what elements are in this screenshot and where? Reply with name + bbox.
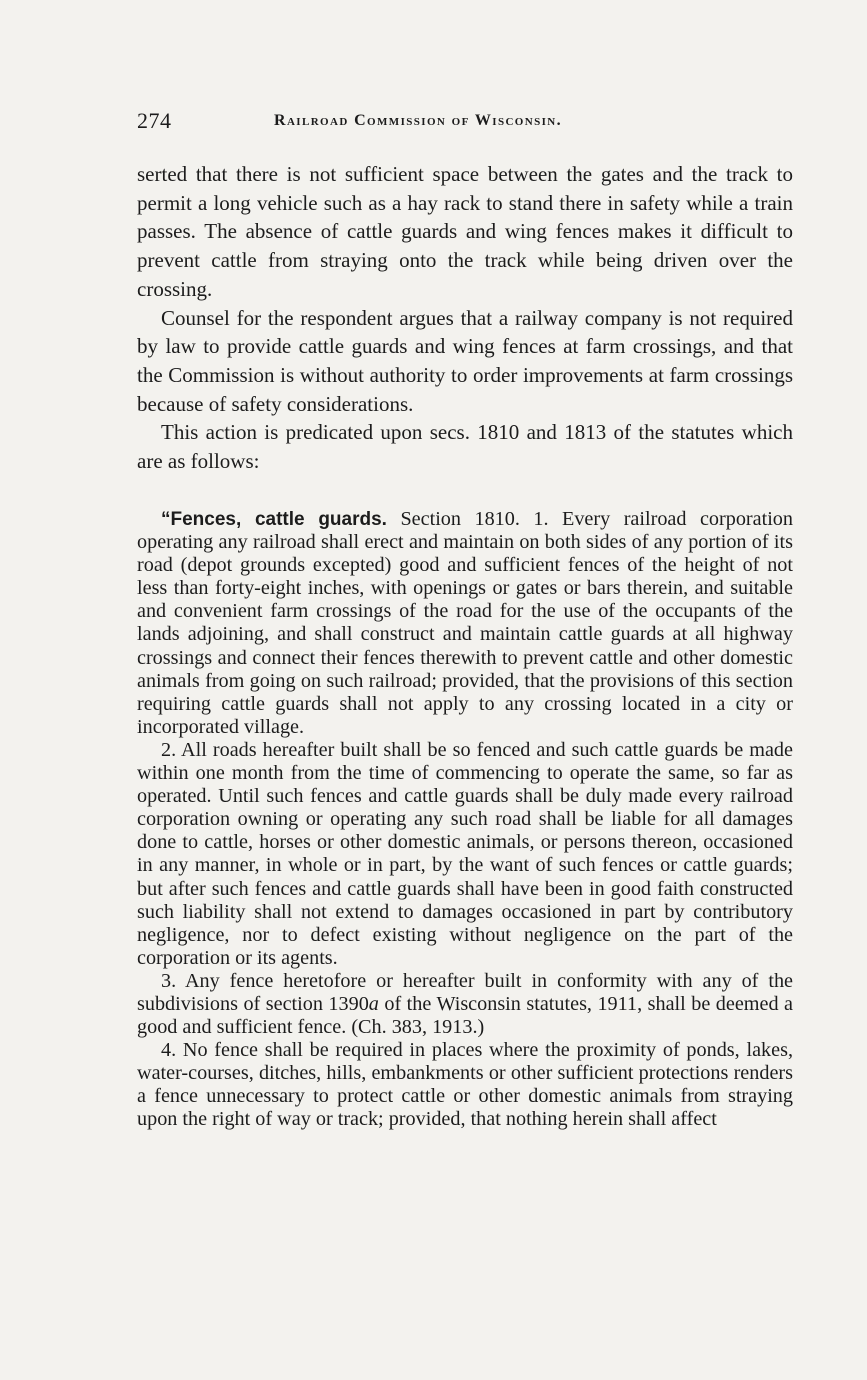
paragraph-counsel-argument: Counsel for the respondent argues that a railway company is not required by law to provide cattle guards and wing fences at farm crossings, and that the Commission is without authority to order improvements at farm crossings because of safety considerations. — [137, 305, 793, 416]
statute-subsection-4: 4. No fence shall be required in places where the proximity of ponds, lakes, water-courses, ditches, hills, embankments or other sufficient protections renders a fence unnecessary to protect cattle or other domestic animals from straying upon the right of way or track; provided, that nothing herein shall affect — [137, 1039, 793, 1131]
statute-heading: “Fences, cattle guards. — [161, 509, 387, 530]
statute-subsection-1-text: Section 1810. 1. Every railroad corporation operating any railroad shall erect and maintain on both sides of any portion of its road (depot grounds excepted) good and sufficient fences of the height of not less than forty-eight inches, with openings or gates or bars therein, and suitable and convenient farm crossings of the road for the use of the occupants of the lands adjoining, and shall construct and maintain cattle guards at all highway crossings and connect their fences therewith to prevent cattle and other domestic animals from going on such railroad; provided, that the provisions of this section requiring cattle guards shall not apply to any crossing located in a city or incorporated village. — [137, 508, 793, 738]
statute-subsection-3 — [137, 970, 793, 1039]
running-title: Railroad Commission of Wisconsin. — [274, 112, 563, 129]
paragraph-statute-intro: This action is predicated upon secs. 1810 and 1813 of the statutes which are as follows: — [137, 420, 793, 474]
statute-quotation — [137, 508, 793, 1132]
page-number: 274 — [137, 108, 172, 133]
running-head — [137, 108, 793, 138]
paragraph-continued: serted that there is not sufficient space between the gates and the track to permit a long vehicle such as a hay rack to stand there in safety while a train passes. The absence of cattle guards and wing fences makes it difficult to prevent cattle from straying onto the track while being driven over the crossing. — [137, 162, 793, 301]
statute-subsection-3-text-a: 3. Any fence heretofore or hereafter built in conformity with any of the subdivisions of section 1390 — [137, 969, 793, 1015]
body-text — [137, 160, 793, 476]
statute-subsection-3-italic: a — [368, 992, 379, 1015]
statute-subsection-3-text-b: of the Wisconsin statutes, 1911, shall be deemed a good and sufficient fence. (Ch. 383, 1913.) — [137, 992, 793, 1039]
statute-subsection-1 — [137, 508, 793, 739]
statute-subsection-2: 2. All roads hereafter built shall be so fenced and such cattle guards be made within one month from the time of commencing to operate the same, so far as operated. Until such fences and cattle guards shall be duly made every railroad corporation owning or operating any such road shall be liable for all damages done to cattle, horses or other domestic animals, or persons thereon, occasioned in any manner, in whole or in part, by the want of such fences or cattle guards; but after such fences and cattle guards shall have been in good faith constructed such liability shall not extend to damages occasioned in part by contributory negligence, nor to defect existing without negligence on the part of the corporation or its agents. — [137, 738, 793, 969]
